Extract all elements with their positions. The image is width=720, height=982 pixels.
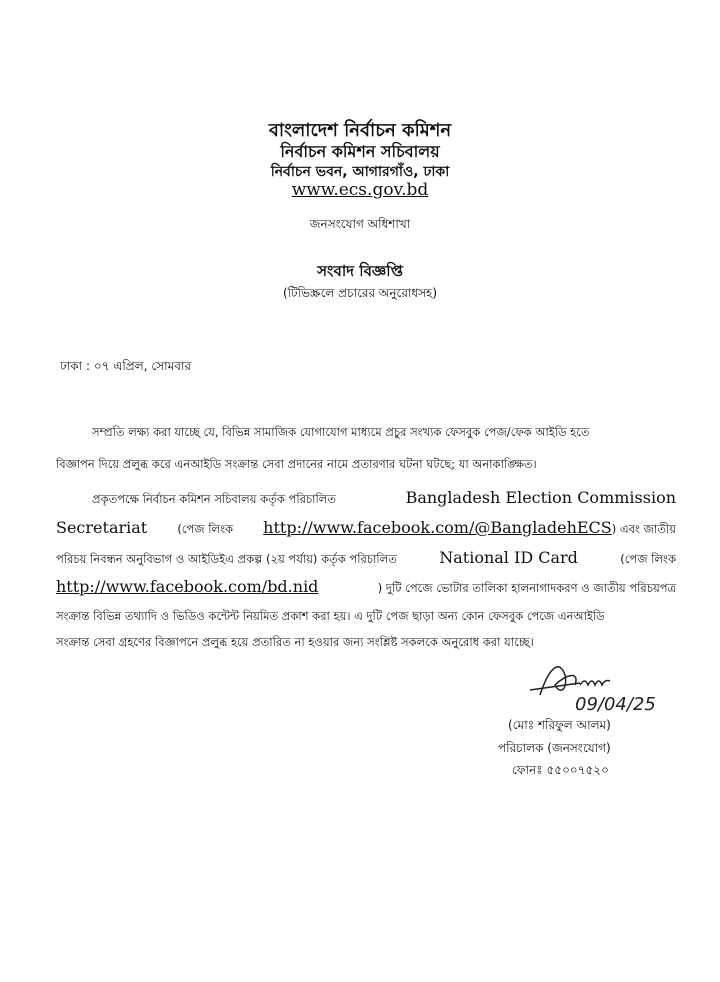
text: (পেজ লিংক	[620, 552, 676, 566]
paragraph-1-line-1	[92, 424, 676, 443]
signatory-name: (মোঃ শরিফুল আলম)	[508, 718, 611, 732]
handwritten-signature	[520, 655, 670, 715]
paragraph-2-line-6	[56, 634, 676, 653]
text: সংক্রান্ত বিভিন্ন তথ্যাদি ও ভিডিও কন্টেন্ট নিয়মিত প্রকাশ করা হয়। এ দুটি পেজ ছাড়া অন্য কোন ফেসবুক পেজে এনআইডি	[56, 609, 605, 623]
text: (পেজ লিংক	[177, 522, 234, 536]
text: Bangladesh Election Commission	[405, 488, 676, 507]
paragraph-2-line-2	[56, 518, 676, 540]
department: জনসংযোগ অধিশাখা	[309, 217, 411, 231]
text: National ID Card	[439, 548, 578, 567]
signatory-phone: ফোনঃ ৫৫০০৭৫২০	[512, 763, 609, 777]
text: সংক্রান্ত সেবা গ্রহণের বিজ্ঞাপনে প্রলুব্ধ হয়ে প্রতারিত না হওয়ার জন্য সংশ্লিষ্ট সকলকে অনুরোধ করা যাচ্ছে।	[56, 635, 534, 649]
facebook-link-nid[interactable]: http://www.facebook.com/bd.nid	[56, 577, 319, 596]
paragraph-1-line-2	[56, 456, 676, 475]
secretariat-name: নির্বাচন কমিশন সচিবালয়	[280, 142, 440, 161]
text: সম্প্রতি লক্ষ্য করা যাচ্ছে যে, বিভিন্ন সামাজিক যোগাযোগ মাধ্যমে প্রচুর সংখ্যক ফেসবুক পেজ/ফেক আইডি হতে	[92, 425, 590, 439]
text: Secretariat	[56, 518, 148, 537]
paragraph-2-line-3	[56, 548, 676, 570]
text: ) এবং জাতীয়	[611, 522, 676, 536]
website-link[interactable]: www.ecs.gov.bd	[291, 180, 429, 200]
paragraph-2-line-5	[56, 608, 676, 627]
notice-subtitle: (টিভিস্ক্রলে প্রচারের অনুরোধসহ)	[282, 286, 438, 300]
org-name: বাংলাদেশ নির্বাচন কমিশন	[268, 120, 452, 141]
text: প্রকৃতপক্ষে নির্বাচন কমিশন সচিবালয় কর্তৃক পরিচালিত	[92, 492, 336, 506]
notice-date: ঢাকা : ০৭ এপ্রিল, সোমবার	[60, 359, 192, 373]
paragraph-2-line-1	[92, 488, 676, 510]
text: ) দুটি পেজে ভোটার তালিকা হালনাগাদকরণ ও জাতীয় পরিচয়পত্র	[377, 581, 676, 595]
signatory-designation: পরিচালক (জনসংযোগ)	[498, 741, 611, 755]
paragraph-2-line-4	[56, 577, 676, 599]
text: পরিচয় নিবন্ধন অনুবিভাগ ও আইডিইএ প্রকল্প (২য় পর্যায়) কর্তৃক পরিচালিত	[56, 552, 397, 566]
signature-date: 09/04/25	[575, 694, 656, 715]
notice-title: সংবাদ বিজ্ঞপ্তি	[317, 262, 403, 280]
text: বিজ্ঞাপন দিয়ে প্রলুব্ধ করে এনআইডি সংক্রান্ত সেবা প্রদানের নামে প্রতারণার ঘটনা ঘটছে; যা অনাকাঙ্ক্ষিত।	[56, 457, 537, 471]
facebook-link-ecs[interactable]: http://www.facebook.com/@BangladehECS	[263, 518, 612, 537]
address: নির্বাচন ভবন, আগারগাঁও, ঢাকা	[270, 164, 450, 180]
